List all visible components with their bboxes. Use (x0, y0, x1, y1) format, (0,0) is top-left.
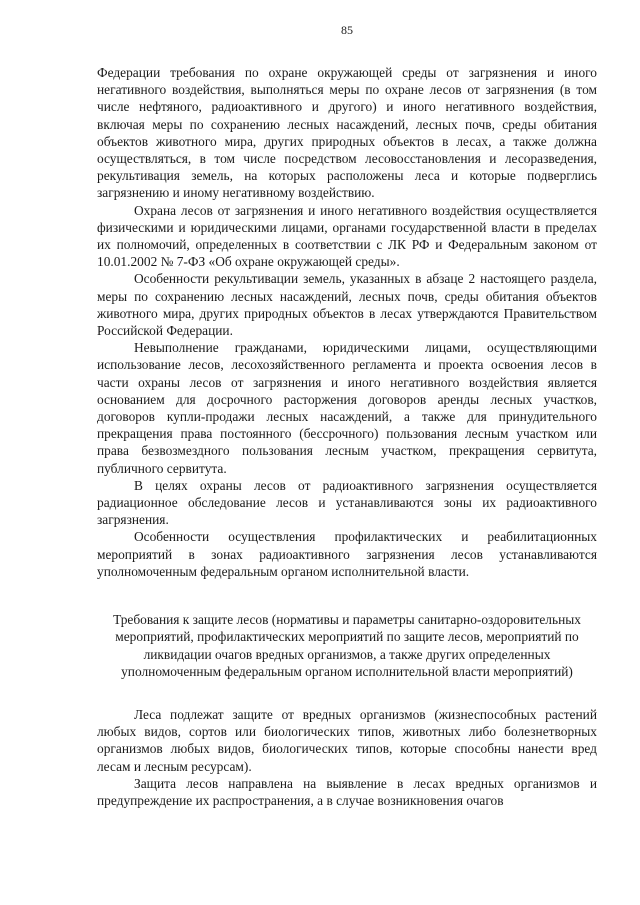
page-number: 85 (341, 23, 353, 37)
paragraph: Защита лесов направлена на выявление в лесах вредных организмов и предупреждение их распространения, а в случае возникновения очагов (97, 775, 597, 808)
paragraph: Особенности рекультивации земель, указанных в абзаце 2 настоящего раздела, меры по сохранению лесных насаждений, лесных почв, среды обитания объектов животного мира, других природных объектов в лесах утверждаются Правительством Российской Федерации. (97, 271, 597, 339)
document-page (97, 22, 597, 809)
paragraph: Леса подлежат защите от вредных организмов (жизнеспособных растений любых видов, сортов или биологических типов, животных либо болезнетворных организмов любых видов, биологических типов, которые способны нанести вред лесам и лесным ресурсам). (97, 706, 597, 774)
paragraph: Особенности осуществления профилактических и реабилитационных мероприятий в зонах радиоактивного загрязнения лесов устанавливаются уполномоченным федеральным органом исполнительной власти. (97, 529, 597, 579)
paragraph: В целях охраны лесов от радиоактивного загрязнения осуществляется радиационное обследование лесов и устанавливаются зоны их радиоактивного загрязнения. (97, 477, 597, 528)
body-text-before-heading (97, 64, 597, 580)
paragraph: Невыполнение гражданами, юридическими лицами, осуществляющими использование лесов, лесохозяйственного регламента и проекта освоения лесов в части охраны лесов от загрязнения и иного негативного воздействия является основанием для досрочного расторжения договоров аренды лесных участков, договоров купли-продажи лесных насаждений, а также для принудительного прекращения права постоянного (бессрочного) пользования лесным участком или права безвозмездного пользования лесным участком, прекращения сервитута, публичного сервитута. (97, 340, 597, 476)
section-heading: Требования к защите лесов (нормативы и параметры санитарно-оздоровительных мероприятий, профилактических мероприятий по защите лесов, мероприятий по ликвидации очагов вредных организмов, а также других определенных уполномоченным федеральным органом исполнительной власти мероприятий) (113, 612, 581, 679)
body-text-after-heading (97, 706, 597, 809)
paragraph: Федерации требования по охране окружающей среды от загрязнения и иного негативного воздействия, выполняться меры по охране лесов от загрязнения (в том числе нефтяного, радиоактивного и другого) и иного негативного воздействия, включая меры по сохранению лесных насаждений, лесных почв, среды обитания объектов животного мира, других природных объектов в лесах, а также должна осуществляться, в том числе посредством лесовосстановления и лесоразведения, рекультивация земель, на которых расположены леса и которые подверглись загрязнению и иному негативному воздействию. (97, 65, 597, 201)
paragraph: Охрана лесов от загрязнения и иного негативного воздействия осуществляется физическими и юридическими лицами, органами государственной власти в пределах их полномочий, определенных в соответствии с ЛК РФ и Федеральным законом от 10.01.2002 № 7-ФЗ «Об охране окружающей среды». (97, 202, 597, 270)
